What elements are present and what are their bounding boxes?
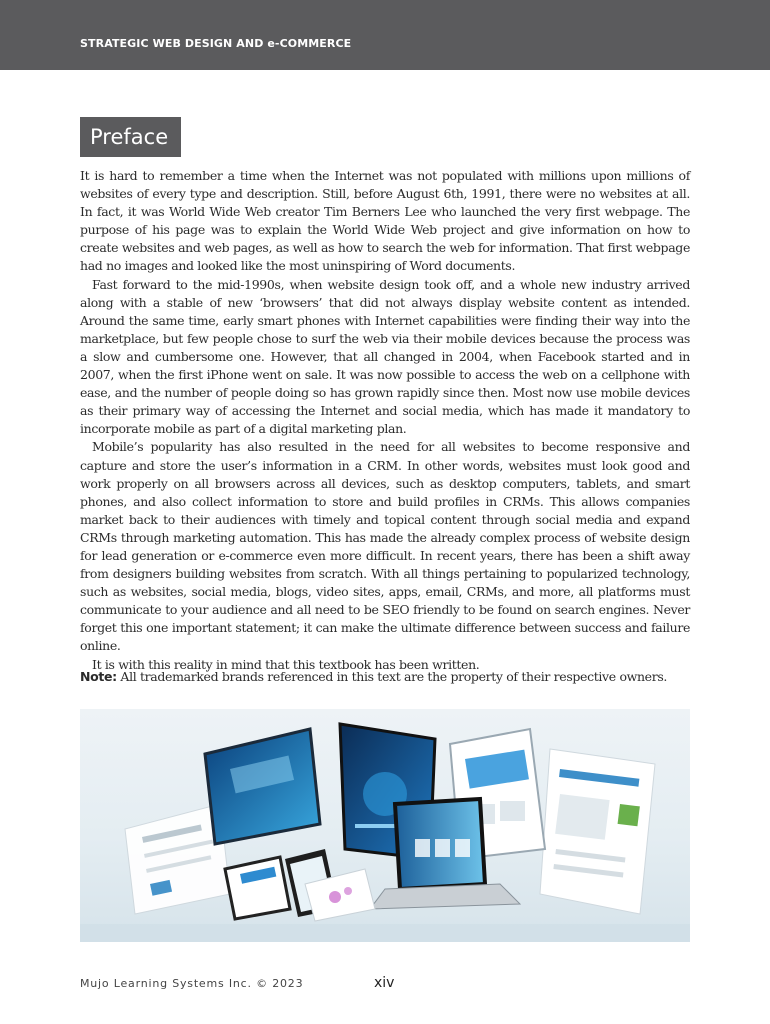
page-number: xiv	[374, 975, 395, 991]
preface-body	[80, 167, 690, 674]
footer-copyright: Mujo Learning Systems Inc. © 2023	[80, 977, 304, 990]
header-bar	[0, 0, 770, 70]
section-title: Preface	[80, 117, 181, 157]
smartphone-left	[225, 857, 290, 919]
wireframe-page-right	[540, 749, 655, 914]
web-design-devices-illustration	[80, 709, 690, 942]
running-head: STRATEGIC WEB DESIGN AND e-COMMERCE	[80, 37, 352, 50]
trademark-note	[80, 668, 690, 686]
paragraph-2: Fast forward to the mid-1990s, when website design took off, and a whole new industry arrived along with a stable of new ‘browsers’ that did not always display website content as intended. Around the same time, early smart phones with Internet capabilities were finding their way into the marketplace, but few people chose to surf the web via their mobile devices because the process was a slow and cumbersome one. However, that all changed in 2004, when Facebook started and in 2007, when the first iPhone went on sale. It was now possible to access the web on a cellphone with ease, and the number of people doing so has grown rapidly since then. Most now use mobile devices as their primary way of accessing the Internet and social media, which has made it mandatory to incorporate mobile as part of a digital marketing plan.	[80, 276, 690, 437]
paragraph-4: It is with this reality in mind that this textbook has been written.	[92, 656, 480, 672]
paragraph-1: It is hard to remember a time when the Internet was not populated with millions upon millions of websites of every type and description. Still, before August 6th, 1991, there were no websites at all. In fact, it was World Wide Web creator Tim Berners Lee who launched the very first webpage. The purpose of his page was to explain the World Wide Web project and give information on how to create websites and web pages, as well as how to search the web for information. That first webpage had no images and looked like the most uninspiring of Word documents.	[80, 168, 690, 274]
paragraph-3: Mobile’s popularity has also resulted in the need for all websites to become responsive and capture and store the user’s information in a CRM. In other words, websites must look good and work properly on all browsers across all devices, such as desktop computers, tablets, and smart phones, and also collect information to store and build profiles in CRMs. This allows companies market back to their audiences with timely and topical content through social media and expand CRMs through marketing automation. This has made the already complex process of website design for lead generation or e-commerce even more difficult. In recent years, there has been a shift away from designers building websites from scratch. With all things pertaining to popularized technology, such as websites, social media, blogs, video sites, apps, email, CRMs, and more, all platforms must communicate to your audience and all need to be SEO friendly to be found on search engines. Never forget this one important statement; it can make the ultimate difference between success and failure online.	[80, 439, 690, 654]
note-text: All trademarked brands referenced in this text are the property of their respective owners.	[116, 669, 668, 684]
tilted-monitor	[205, 729, 320, 844]
note-label: Note:	[80, 669, 117, 684]
